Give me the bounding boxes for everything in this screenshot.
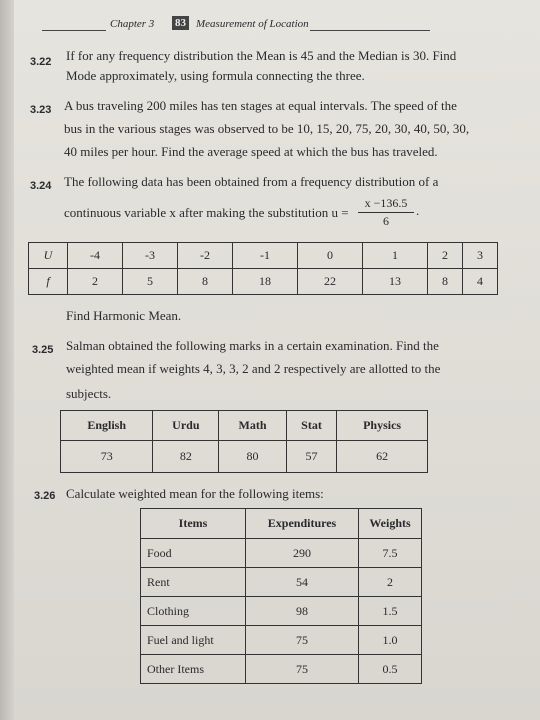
question-number-325: 3.25 [32, 344, 54, 356]
fraction-numerator: x −136.5 [358, 196, 414, 213]
u-cell: -1 [233, 243, 298, 269]
header-stat: Stat [286, 411, 336, 441]
table-row-f [29, 269, 498, 295]
u-f-table [28, 242, 498, 295]
q325-line-3: subjects. [66, 386, 112, 401]
header-physics: Physics [337, 411, 428, 441]
weight-cell: 1.0 [359, 626, 422, 655]
item-cell: Fuel and light [141, 626, 246, 655]
row-label-f: f [29, 269, 68, 295]
f-cell: 22 [298, 269, 363, 295]
header-urdu: Urdu [153, 411, 219, 441]
question-number-322: 3.22 [30, 56, 52, 68]
marks-table [60, 410, 428, 473]
weight-cell: 2 [359, 568, 422, 597]
header-rule-right [310, 30, 430, 31]
expenditure-cell: 54 [246, 568, 359, 597]
header-items: Items [141, 509, 246, 539]
table-row [141, 655, 422, 684]
table-row [141, 626, 422, 655]
substitution-fraction [358, 196, 414, 229]
question-number-323: 3.23 [30, 104, 52, 116]
marks-cell: 62 [337, 441, 428, 473]
weight-cell: 0.5 [359, 655, 422, 684]
header-weights: Weights [359, 509, 422, 539]
f-cell: 8 [428, 269, 463, 295]
q324-instruction: Find Harmonic Mean. [66, 308, 182, 323]
u-cell: -3 [123, 243, 178, 269]
q322-line-2: Mode approximately, using formula connecting the three. [66, 68, 365, 83]
header-math: Math [219, 411, 286, 441]
f-cell: 8 [178, 269, 233, 295]
marks-cell: 57 [286, 441, 336, 473]
fraction-denominator: 6 [383, 214, 389, 228]
f-cell: 2 [68, 269, 123, 295]
table-row [61, 441, 428, 473]
table-row-u [29, 243, 498, 269]
q323-line-2: bus in the various stages was observed to be 10, 15, 20, 75, 20, 30, 40, 50, 30, [64, 121, 470, 136]
u-cell: 1 [363, 243, 428, 269]
q323-line-1: A bus traveling 200 miles has ten stages at equal intervals. The speed of the [64, 98, 457, 113]
expenditure-cell: 75 [246, 655, 359, 684]
marks-cell: 80 [219, 441, 286, 473]
header-title: Measurement of Location [196, 18, 309, 30]
item-cell: Other Items [141, 655, 246, 684]
running-header [42, 16, 522, 36]
question-number-324: 3.24 [30, 180, 52, 192]
q325-line-2: weighted mean if weights 4, 3, 3, 2 and 2 respectively are allotted to the [66, 361, 441, 376]
weight-cell: 1.5 [359, 597, 422, 626]
f-cell: 5 [123, 269, 178, 295]
expenditure-cell: 98 [246, 597, 359, 626]
row-label-u: U [29, 243, 68, 269]
q324-line-2: continuous variable x after making the substitution u = [64, 205, 349, 220]
u-cell: 2 [428, 243, 463, 269]
expenditure-cell: 290 [246, 539, 359, 568]
fraction-period: . [416, 203, 420, 218]
header-page-number: 83 [172, 16, 189, 30]
u-cell: 0 [298, 243, 363, 269]
header-expenditures: Expenditures [246, 509, 359, 539]
item-cell: Rent [141, 568, 246, 597]
q326-line-1: Calculate weighted mean for the following items: [66, 486, 324, 501]
question-number-326: 3.26 [34, 490, 56, 502]
table-row [141, 509, 422, 539]
header-chapter: Chapter 3 [110, 18, 155, 30]
header-rule-left [42, 30, 106, 31]
f-cell: 4 [463, 269, 498, 295]
u-cell: -4 [68, 243, 123, 269]
table-row [141, 539, 422, 568]
f-cell: 13 [363, 269, 428, 295]
page-gutter [0, 0, 14, 720]
q325-line-1: Salman obtained the following marks in a certain examination. Find the [66, 338, 439, 353]
table-row [61, 411, 428, 441]
table-row [141, 568, 422, 597]
q322-line-1: If for any frequency distribution the Mean is 45 and the Median is 30. Find [66, 48, 457, 63]
q324-line-1: The following data has been obtained from a frequency distribution of a [64, 174, 439, 189]
expenditure-table [140, 508, 422, 684]
item-cell: Food [141, 539, 246, 568]
q323-line-3: 40 miles per hour. Find the average speed at which the bus has traveled. [64, 144, 438, 159]
weight-cell: 7.5 [359, 539, 422, 568]
header-english: English [61, 411, 153, 441]
marks-cell: 73 [61, 441, 153, 473]
f-cell: 18 [233, 269, 298, 295]
u-cell: -2 [178, 243, 233, 269]
item-cell: Clothing [141, 597, 246, 626]
table-row [141, 597, 422, 626]
expenditure-cell: 75 [246, 626, 359, 655]
u-cell: 3 [463, 243, 498, 269]
marks-cell: 82 [153, 441, 219, 473]
